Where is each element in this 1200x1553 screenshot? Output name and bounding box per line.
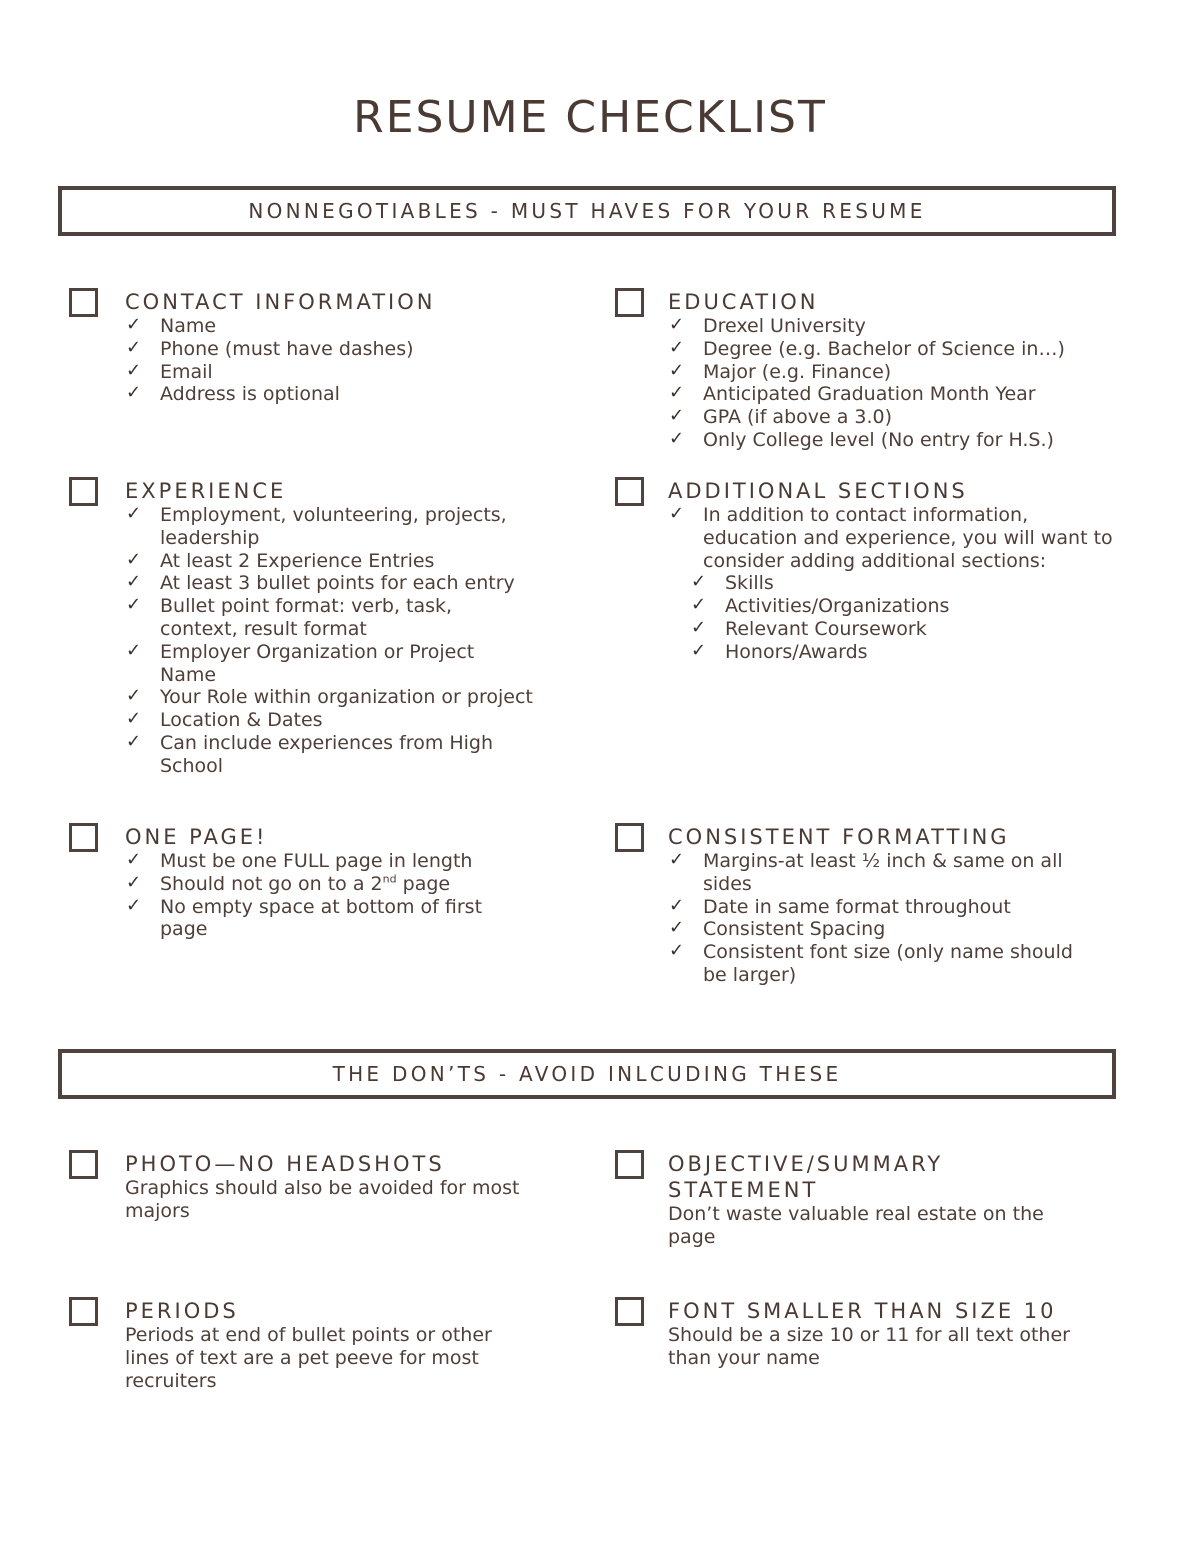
check-list xyxy=(668,850,1098,987)
check-icon: ✓ xyxy=(126,894,142,916)
check-icon: ✓ xyxy=(691,639,707,661)
check-icon: ✓ xyxy=(126,314,142,335)
check-list xyxy=(668,315,1085,452)
check-icon: ✓ xyxy=(669,849,685,870)
list-item: ✓ Can include experiences from High School xyxy=(126,730,494,777)
check-icon: ✓ xyxy=(669,405,685,427)
list-item: ✓ Must be one FULL page in length xyxy=(126,849,473,872)
list-item: ✓ Phone (must have dashes) xyxy=(126,336,414,360)
section-heading: CONSISTENT FORMATTING xyxy=(668,825,1010,849)
check-icon: ✓ xyxy=(691,616,707,638)
check-icon: ✓ xyxy=(669,427,685,449)
check-icon: ✓ xyxy=(126,336,142,358)
section-text: Don’t waste valuable real estate on the page xyxy=(668,1203,1044,1248)
list-item: ✓ GPA (if above a 3.0) xyxy=(669,405,893,429)
check-icon: ✓ xyxy=(691,571,707,593)
list-item: ✓ Employment, volunteering, projects, leadership xyxy=(126,503,507,549)
check-icon: ✓ xyxy=(669,503,685,524)
check-icon: ✓ xyxy=(126,548,142,570)
list-item: ✓ In addition to contact information, education and experience, you will want to consider adding additional sections: xyxy=(669,503,1113,572)
check-icon: ✓ xyxy=(126,708,142,730)
checkbox[interactable] xyxy=(615,288,644,317)
list-item: ✓ Address is optional xyxy=(126,382,340,406)
list-item: ✓ Employer Organization or Project Name xyxy=(126,639,475,686)
section-heading: FONT SMALLER THAN SIZE 10 xyxy=(668,1299,1057,1323)
checkbox[interactable] xyxy=(69,477,98,506)
list-item: ✓ Relevant Coursework xyxy=(691,616,927,640)
list-item: ✓ Margins-at least ½ inch & same on all sides xyxy=(669,849,1063,895)
checkbox[interactable] xyxy=(615,477,644,506)
checkbox[interactable] xyxy=(69,288,98,317)
list-item: ✓ Honors/Awards xyxy=(691,639,868,663)
musts-banner: NONNEGOTIABLES - MUST HAVES FOR YOUR RESUME xyxy=(58,186,1116,236)
section-heading: EXPERIENCE xyxy=(125,479,287,503)
list-item: ✓ Email xyxy=(126,359,213,383)
check-icon: ✓ xyxy=(126,571,142,593)
section-text: Should be a size 10 or 11 for all text other than your name xyxy=(668,1324,1070,1369)
list-item: ✓ Name xyxy=(126,314,217,337)
check-icon: ✓ xyxy=(126,503,142,524)
list-item: ✓ Date in same format throughout xyxy=(669,894,1011,918)
checkbox[interactable] xyxy=(615,1297,644,1326)
check-icon: ✓ xyxy=(126,639,142,661)
page-title: RESUME CHECKLIST xyxy=(353,92,827,143)
check-icon: ✓ xyxy=(669,940,685,962)
check-icon: ✓ xyxy=(126,849,142,870)
check-icon: ✓ xyxy=(669,894,685,916)
check-icon: ✓ xyxy=(669,359,685,381)
check-list xyxy=(125,503,533,778)
list-item: ✓ At least 2 Experience Entries xyxy=(126,548,435,572)
list-item: ✓ Major (e.g. Finance) xyxy=(669,359,892,383)
check-list xyxy=(668,504,1113,572)
list-item: ✓ Bullet point format: verb, task, context, result format xyxy=(126,594,453,640)
list-item: ✓ Activities/Organizations xyxy=(691,594,950,618)
section-heading: OBJECTIVE/SUMMARY STATEMENT xyxy=(668,1152,944,1202)
list-item: ✓ Consistent Spacing xyxy=(669,917,886,941)
section-heading: ADDITIONAL SECTIONS xyxy=(668,479,968,503)
check-icon: ✓ xyxy=(691,594,707,616)
check-icon: ✓ xyxy=(669,336,685,358)
check-icon: ✓ xyxy=(126,594,142,616)
section-heading: EDUCATION xyxy=(668,290,819,314)
check-icon: ✓ xyxy=(126,685,142,707)
checkbox[interactable] xyxy=(69,1150,98,1179)
list-item: ✓ Only College level (No entry for H.S.) xyxy=(669,427,1054,451)
list-item: ✓ Skills xyxy=(691,571,774,595)
check-list xyxy=(125,850,510,941)
section-heading: ONE PAGE! xyxy=(125,825,268,849)
list-item: ✓ At least 3 bullet points for each entry xyxy=(126,571,515,595)
section-text: Graphics should also be avoided for most majors xyxy=(125,1177,520,1222)
check-icon: ✓ xyxy=(669,382,685,404)
list-item: ✓ Location & Dates xyxy=(126,708,323,732)
check-icon: ✓ xyxy=(126,871,142,893)
check-icon: ✓ xyxy=(669,917,685,939)
check-icon: ✓ xyxy=(669,314,685,335)
checkbox[interactable] xyxy=(69,823,98,852)
list-item: ✓ Consistent font size (only name should be larger) xyxy=(669,940,1073,986)
list-item: ✓ Your Role within organization or project xyxy=(126,685,533,709)
section-heading: PHOTO—NO HEADSHOTS xyxy=(125,1152,445,1176)
list-item: ✓ Degree (e.g. Bachelor of Science in…) xyxy=(669,336,1065,360)
check-icon: ✓ xyxy=(126,359,142,381)
checkbox[interactable] xyxy=(69,1297,98,1326)
list-item: ✓ No empty space at bottom of first page xyxy=(126,894,483,941)
section-text: Periods at end of bullet points or other lines of text are a pet peeve for most recruiters xyxy=(125,1324,492,1392)
checkbox[interactable] xyxy=(615,823,644,852)
check-icon: ✓ xyxy=(126,382,142,404)
section-heading: CONTACT INFORMATION xyxy=(125,290,436,314)
list-item: ✓ Anticipated Graduation Month Year xyxy=(669,382,1036,406)
check-list xyxy=(125,315,539,406)
list-item: ✓ Should not go on to a 2nd page xyxy=(126,871,451,895)
donts-banner: THE DON’TS - AVOID INLCUDING THESE xyxy=(58,1049,1116,1099)
check-icon: ✓ xyxy=(126,730,142,752)
sub-check-list xyxy=(668,572,1085,663)
section-heading: PERIODS xyxy=(125,1299,239,1323)
list-item: ✓ Drexel University xyxy=(669,314,866,337)
checkbox[interactable] xyxy=(615,1150,644,1179)
